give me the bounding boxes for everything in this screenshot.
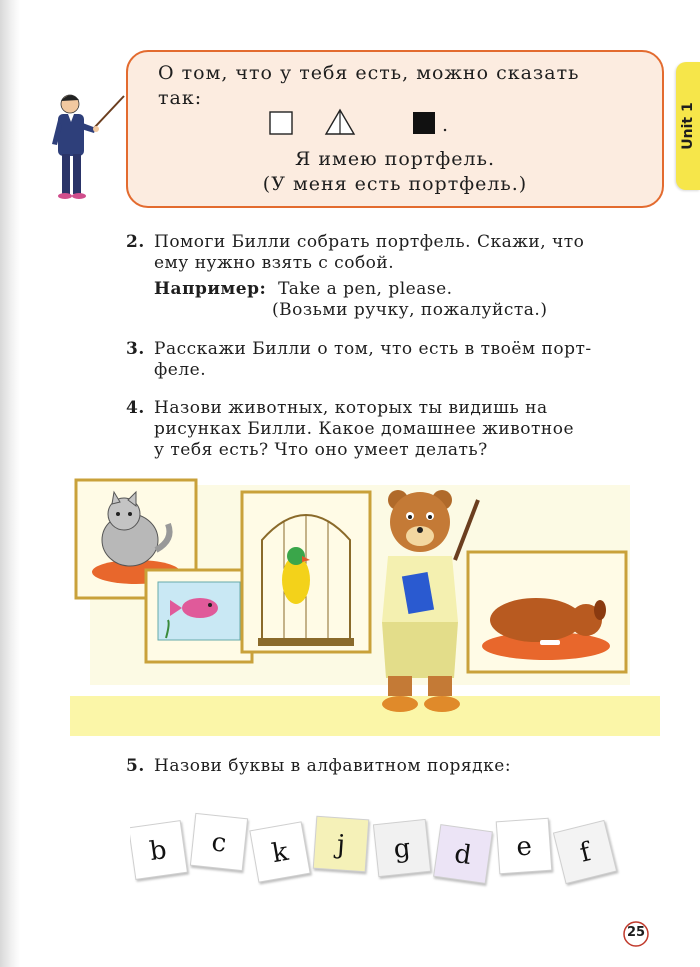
unit-tab[interactable] xyxy=(676,62,700,190)
exercise-number: 2. xyxy=(126,232,145,252)
sentence-pattern-symbols xyxy=(268,106,468,142)
letter-card-f xyxy=(553,820,616,883)
fish-picture xyxy=(146,570,252,662)
subject-square-icon xyxy=(270,112,292,134)
dog-picture xyxy=(468,552,626,672)
exercise-4 xyxy=(126,398,654,461)
rule-translation: (У меня есть портфель.) xyxy=(262,173,528,195)
billy-drawings-illustration xyxy=(70,470,660,740)
letter-card-j xyxy=(313,816,369,872)
letter-cards xyxy=(130,800,630,890)
letter-b: b xyxy=(147,834,169,868)
unit-tab-label: Unit 1 xyxy=(680,102,696,150)
floor xyxy=(70,696,660,736)
parrot-cage-picture xyxy=(242,492,370,652)
letter-card-c xyxy=(190,813,247,870)
letter-g: g xyxy=(392,833,412,865)
grammar-rule-box xyxy=(126,50,664,208)
letter-k: k xyxy=(269,836,291,870)
letter-e: e xyxy=(515,831,533,863)
exercise-text-line: Расскажи Билли о том, что есть в твоём порт- xyxy=(154,339,592,359)
letter-card-k xyxy=(250,822,310,882)
letter-j: j xyxy=(335,829,346,861)
teacher-illustration xyxy=(44,88,134,208)
letter-d: d xyxy=(452,838,474,872)
page-spine-shadow xyxy=(0,0,20,967)
letter-card-b xyxy=(130,821,187,880)
rule-example: Я имею портфель. xyxy=(295,148,495,170)
exercise-number: 4. xyxy=(126,398,145,418)
object-black-square-icon xyxy=(413,112,435,134)
letter-card-g xyxy=(373,819,430,876)
letter-card-d xyxy=(434,825,493,884)
exercise-text-line: феле. xyxy=(154,360,207,380)
exercise-text-line: рисунках Билли. Какое домашнее животное xyxy=(154,419,575,439)
symbol-period: . xyxy=(442,114,449,136)
example-translation: (Возьми ручку, пожалуйста.) xyxy=(272,300,548,320)
exercise-number: 5. xyxy=(126,756,145,776)
exercise-text-line: ему нужно взять с собой. xyxy=(154,253,395,273)
letter-c: c xyxy=(210,827,228,859)
letter-card-e xyxy=(496,818,552,874)
exercise-number: 3. xyxy=(126,339,145,359)
letter-f: f xyxy=(576,837,594,869)
exercise-text-line: Назови животных, которых ты видишь на xyxy=(154,398,548,418)
example-text: Take a pen, please. xyxy=(278,279,453,299)
example-label: Например: xyxy=(154,279,267,299)
exercise-3 xyxy=(126,339,654,381)
exercise-2 xyxy=(126,232,654,321)
exercise-text-line: Назови буквы в алфавитном порядке: xyxy=(154,756,512,776)
rule-text-line-2: так: xyxy=(158,87,203,109)
rule-text-line-1: О том, что у тебя есть, можно сказать xyxy=(158,62,580,84)
exercise-5 xyxy=(126,756,654,777)
page-number: 25 xyxy=(626,925,646,940)
exercise-text-line: у тебя есть? Что оно умеет делать? xyxy=(154,440,488,460)
exercise-text-line: Помоги Билли собрать портфель. Скажи, что xyxy=(154,232,585,252)
